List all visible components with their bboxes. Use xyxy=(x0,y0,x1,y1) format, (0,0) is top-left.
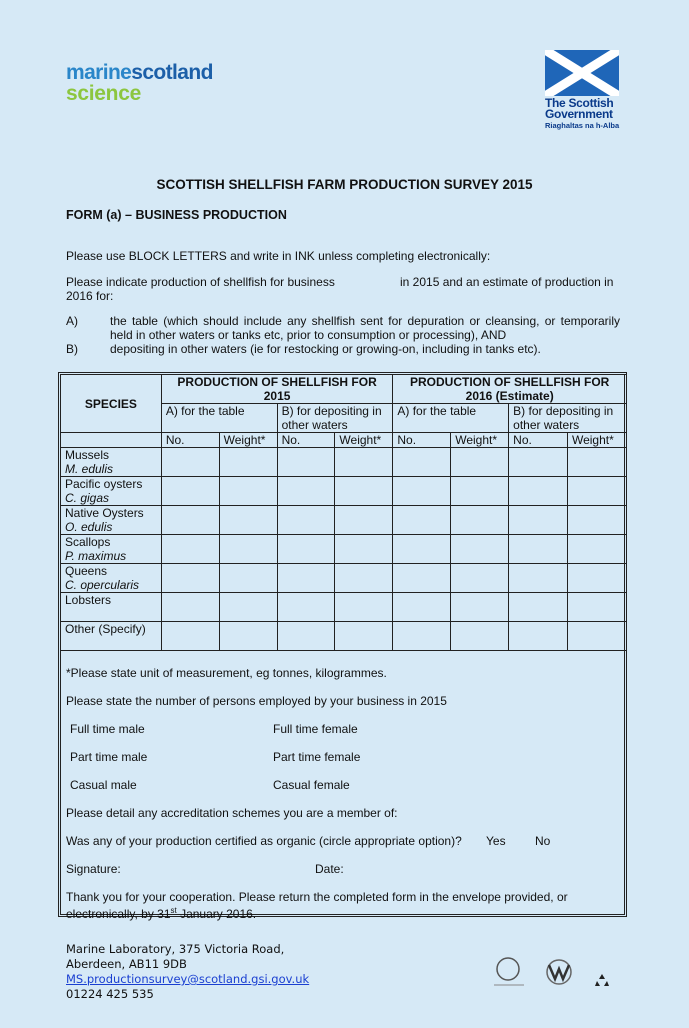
blank-header-cell xyxy=(61,433,162,448)
casual-male-label: Casual male xyxy=(70,778,137,792)
entry-cell[interactable] xyxy=(509,535,568,564)
col-header-no: No. xyxy=(161,433,219,448)
entry-cell[interactable] xyxy=(451,506,509,535)
entry-cell[interactable] xyxy=(277,506,335,535)
entry-cell[interactable] xyxy=(335,564,393,593)
sub-header-2015-table: A) for the table xyxy=(161,404,277,433)
species-name: Scallops xyxy=(65,535,111,549)
date-label: Date: xyxy=(315,862,344,876)
contact-phone: 01224 425 535 xyxy=(66,987,154,1001)
instruction-item-b: B) depositing in other waters (ie for restocking or growing-on, including in tanks etc). xyxy=(66,342,541,356)
species-name: Lobsters xyxy=(65,593,112,607)
entry-cell[interactable] xyxy=(509,622,568,651)
species-latin-name: M. edulis xyxy=(65,462,114,476)
footer-address xyxy=(66,942,309,1002)
entry-cell[interactable] xyxy=(161,477,219,506)
col-header-weight: Weight* xyxy=(451,433,509,448)
entry-cell[interactable] xyxy=(161,448,219,477)
entry-cell[interactable] xyxy=(277,477,335,506)
entry-cell[interactable] xyxy=(567,535,626,564)
species-cell xyxy=(61,622,162,651)
entry-cell[interactable] xyxy=(509,506,568,535)
entry-cell[interactable] xyxy=(219,506,277,535)
block-letters-note: Please use BLOCK LETTERS and write in INK unless completing electronically: xyxy=(66,249,491,263)
casual-female-label: Casual female xyxy=(273,778,350,792)
entry-cell[interactable] xyxy=(161,622,219,651)
col-header-no: No. xyxy=(277,433,335,448)
organic-question: Was any of your production certified as organic (circle appropriate option)? xyxy=(66,834,462,848)
survey-title: SCOTTISH SHELLFISH FARM PRODUCTION SURVEY 2015 xyxy=(156,177,533,192)
species-name: Pacific oysters xyxy=(65,477,143,491)
entry-cell[interactable] xyxy=(219,477,277,506)
entry-cell[interactable] xyxy=(335,477,393,506)
employed-question: Please state the number of persons employed by your business in 2015 xyxy=(66,694,447,708)
accreditation-question: Please detail any accreditation schemes you are a member of: xyxy=(66,806,398,820)
entry-cell[interactable] xyxy=(277,535,335,564)
sg-line3: Riaghaltas na h-Alba xyxy=(545,121,620,130)
sg-line2: Government xyxy=(545,107,613,121)
species-row xyxy=(61,535,627,564)
entry-cell[interactable] xyxy=(567,593,626,622)
entry-cell[interactable] xyxy=(393,477,451,506)
entry-cell[interactable] xyxy=(277,622,335,651)
organic-yes-option[interactable]: Yes xyxy=(486,834,506,848)
entry-cell[interactable] xyxy=(509,593,568,622)
part-time-male-label: Part time male xyxy=(70,750,148,764)
entry-cell[interactable] xyxy=(567,564,626,593)
entry-cell[interactable] xyxy=(335,506,393,535)
entry-cell[interactable] xyxy=(335,622,393,651)
entry-cell[interactable] xyxy=(509,564,568,593)
entry-cell[interactable] xyxy=(451,622,509,651)
entry-cell[interactable] xyxy=(161,593,219,622)
species-latin-name: C. gigas xyxy=(65,491,110,505)
species-row xyxy=(61,477,627,506)
entry-cell[interactable] xyxy=(393,535,451,564)
sub-header-2015-depositing: B) for depositing in other waters xyxy=(277,404,393,433)
col-header-no: No. xyxy=(509,433,568,448)
entry-cell[interactable] xyxy=(161,506,219,535)
entry-cell[interactable] xyxy=(567,506,626,535)
col-header-weight: Weight* xyxy=(219,433,277,448)
signature-label: Signature: xyxy=(66,862,121,876)
unit-note: *Please state unit of measurement, eg tonnes, kilogrammes. xyxy=(66,666,387,680)
logo-word-science: science xyxy=(66,82,141,105)
species-row xyxy=(61,564,627,593)
indicate-text-1: Please indicate production of shellfish for business xyxy=(66,275,335,289)
entry-cell[interactable] xyxy=(393,564,451,593)
species-name: Queens xyxy=(65,564,108,578)
entry-cell[interactable] xyxy=(219,535,277,564)
species-row xyxy=(61,506,627,535)
marine-scotland-logo xyxy=(66,62,213,104)
investors-in-people-badge-icon xyxy=(492,955,526,989)
entry-cell[interactable] xyxy=(393,448,451,477)
recycle-icon xyxy=(594,972,610,988)
instruction-item-a: A) the table (which should include any shellfish sent for depuration or cleansing, or temporarily held in other waters or tanks etc, prior to consumption or processing), AND xyxy=(66,314,620,342)
species-name: Other (Specify) xyxy=(65,622,146,636)
saltire-flag-icon xyxy=(545,50,619,96)
entry-cell[interactable] xyxy=(567,622,626,651)
species-name: Native Oysters xyxy=(65,506,144,520)
col-header-no: No. xyxy=(393,433,451,448)
group-header-2015: PRODUCTION OF SHELLFISH FOR 2015 xyxy=(161,375,393,404)
species-cell xyxy=(61,477,162,506)
col-header-weight: Weight* xyxy=(335,433,393,448)
entry-cell[interactable] xyxy=(219,448,277,477)
entry-cell[interactable] xyxy=(451,593,509,622)
entry-cell[interactable] xyxy=(451,448,509,477)
group-header-2016: PRODUCTION OF SHELLFISH FOR 2016 (Estimate) xyxy=(393,375,627,404)
sub-header-2016-table: A) for the table xyxy=(393,404,509,433)
entry-cell[interactable] xyxy=(509,448,568,477)
entry-cell[interactable] xyxy=(161,535,219,564)
form-title: FORM (a) – BUSINESS PRODUCTION xyxy=(66,208,287,222)
species-row xyxy=(61,448,627,477)
species-latin-name: P. maximus xyxy=(65,549,127,563)
organic-no-option[interactable]: No xyxy=(535,834,551,848)
entry-cell[interactable] xyxy=(509,477,568,506)
entry-cell[interactable] xyxy=(567,448,626,477)
full-time-male-label: Full time male xyxy=(70,722,145,736)
part-time-female-label: Part time female xyxy=(273,750,361,764)
entry-cell[interactable] xyxy=(393,622,451,651)
species-cell xyxy=(61,506,162,535)
species-latin-name: O. edulis xyxy=(65,520,113,534)
species-cell xyxy=(61,564,162,593)
entry-cell[interactable] xyxy=(277,593,335,622)
entry-cell[interactable] xyxy=(393,506,451,535)
species-row xyxy=(61,593,627,622)
thanks-note: Thank you for your cooperation. Please return the completed form in the envelope provided, or electronically, by 31st January 2016. xyxy=(66,890,568,921)
address-line-2: Aberdeen, AB11 9DB xyxy=(66,957,187,971)
production-table xyxy=(60,374,627,651)
indicate-text-3: 2016 for: xyxy=(66,289,114,303)
sub-header-2016-depositing: B) for depositing in other waters xyxy=(509,404,627,433)
sg-line1: The Scottish xyxy=(545,96,614,110)
contact-email-link[interactable]: MS.productionsurvey@scotland.gsi.gov.uk xyxy=(66,972,310,986)
entry-cell[interactable] xyxy=(335,535,393,564)
entry-cell[interactable] xyxy=(393,593,451,622)
species-latin-name: C. opercularis xyxy=(65,578,140,592)
species-cell xyxy=(61,535,162,564)
species-header: SPECIES xyxy=(61,375,162,433)
entry-cell[interactable] xyxy=(219,622,277,651)
species-cell xyxy=(61,448,162,477)
species-row xyxy=(61,622,627,651)
entry-cell[interactable] xyxy=(451,477,509,506)
logo-word-scotland: scotland xyxy=(131,61,213,84)
entry-cell[interactable] xyxy=(451,564,509,593)
entry-cell[interactable] xyxy=(451,535,509,564)
address-line-1: Marine Laboratory, 375 Victoria Road, xyxy=(66,942,285,956)
species-cell xyxy=(61,593,162,622)
entry-cell[interactable] xyxy=(277,564,335,593)
quality-accreditation-badge-icon xyxy=(541,957,581,989)
entry-cell[interactable] xyxy=(335,593,393,622)
entry-cell[interactable] xyxy=(335,448,393,477)
entry-cell[interactable] xyxy=(219,593,277,622)
scottish-government-logo xyxy=(545,50,625,131)
entry-cell[interactable] xyxy=(219,564,277,593)
species-name: Mussels xyxy=(65,448,110,462)
entry-cell[interactable] xyxy=(277,448,335,477)
indicate-text-2: in 2015 and an estimate of production in xyxy=(400,275,614,289)
logo-word-marine: marine xyxy=(66,61,132,84)
full-time-female-label: Full time female xyxy=(273,722,358,736)
entry-cell[interactable] xyxy=(567,477,626,506)
col-header-weight: Weight* xyxy=(567,433,626,448)
entry-cell[interactable] xyxy=(161,564,219,593)
